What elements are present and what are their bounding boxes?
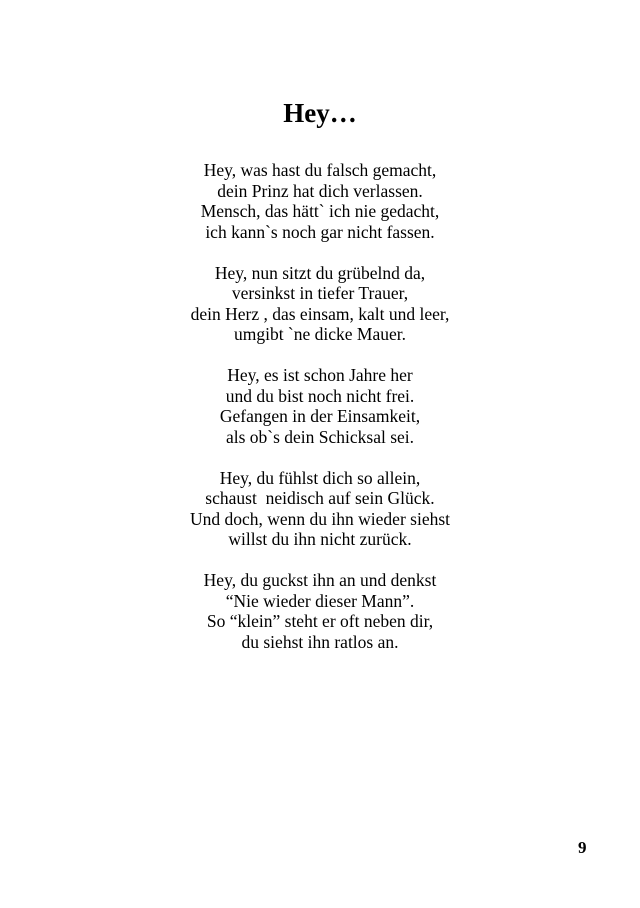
poem-line: du siehst ihn ratlos an. xyxy=(241,631,399,652)
poem-line: Hey, du guckst ihn an und denkst xyxy=(203,570,437,590)
poem-line: Hey, nun sitzt du grübelnd da, xyxy=(214,262,426,283)
poem-line: ich kann`s noch gar nicht fassen. xyxy=(205,221,435,242)
poem-title: Hey… xyxy=(283,98,357,128)
poem-line: und du bist noch nicht frei. xyxy=(225,385,415,406)
stanza-5 xyxy=(0,570,640,652)
poem-line: “Nie wieder dieser Mann”. xyxy=(225,590,415,611)
stanza-3 xyxy=(0,365,640,447)
poem-line: Gefangen in der Einsamkeit, xyxy=(219,406,421,426)
poem-line: Hey, was hast du falsch gemacht, xyxy=(203,160,437,180)
poem-line: willst du ihn nicht zurück. xyxy=(228,529,412,549)
stanza-2 xyxy=(0,263,640,345)
poem-line: Und doch, wenn du ihn wieder siehst xyxy=(189,508,451,529)
poem-body xyxy=(0,160,640,673)
poem-line: Hey, du fühlst dich so allein, xyxy=(219,467,421,488)
stanza-1 xyxy=(0,160,640,242)
poem-line: umgibt `ne dicke Mauer. xyxy=(233,324,407,344)
poem-line: dein Herz , das einsam, kalt und leer, xyxy=(190,303,450,324)
poem-line: Hey, es ist schon Jahre her xyxy=(227,365,413,385)
poem-line: So “klein” steht er oft neben dir, xyxy=(206,611,434,631)
page-number: 9 xyxy=(578,838,587,857)
poem-line: dein Prinz hat dich verlassen. xyxy=(217,180,423,201)
poem-line: schaust neidisch auf sein Glück. xyxy=(205,488,435,508)
stanza-4 xyxy=(0,468,640,550)
poem-line: Mensch, das hätt` ich nie gedacht, xyxy=(200,201,440,221)
poem-line: versinkst in tiefer Trauer, xyxy=(231,283,409,303)
poem-line: als ob`s dein Schicksal sei. xyxy=(225,426,415,447)
